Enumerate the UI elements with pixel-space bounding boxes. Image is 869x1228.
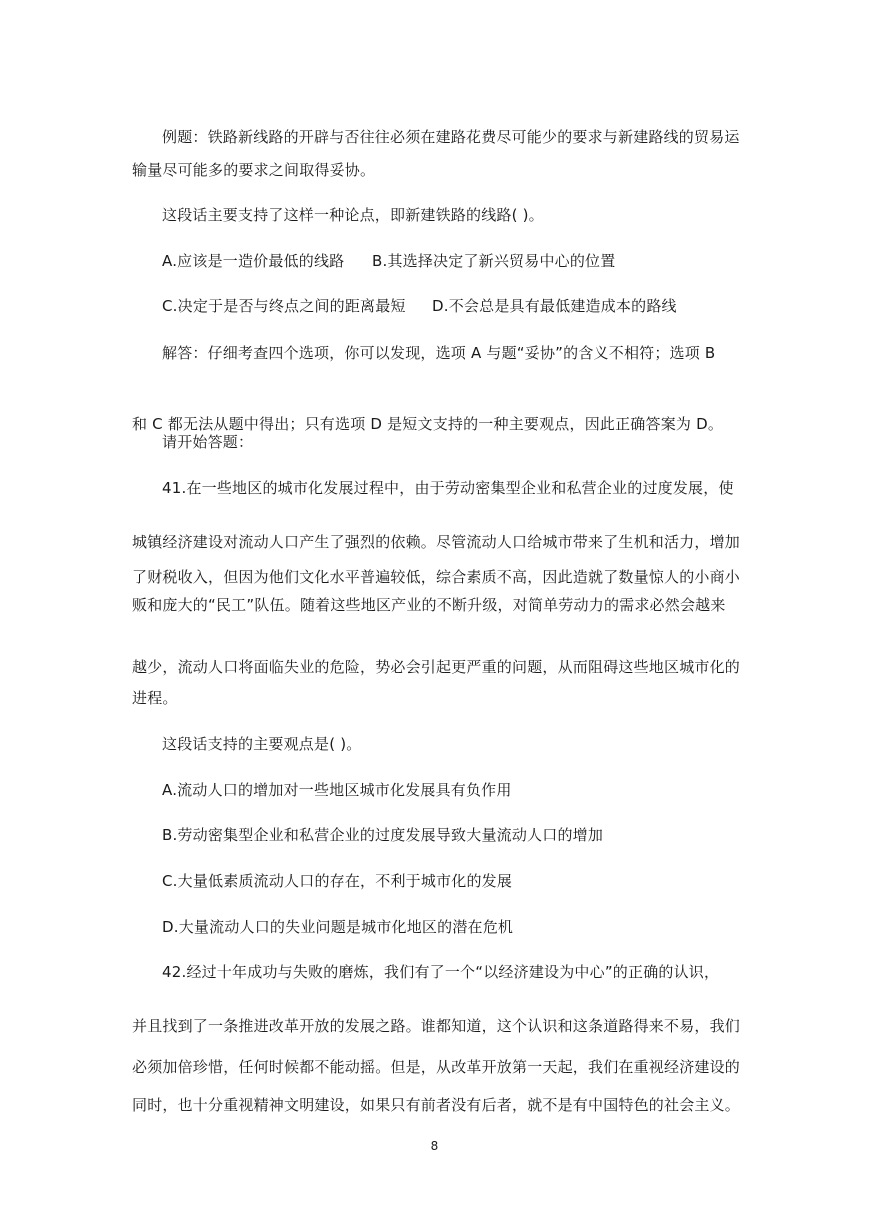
example-option-b: B.其选择决定了新兴贸易中心的位置	[372, 252, 616, 270]
q41-passage-line: 41.在一些地区的城市化发展过程中，由于劳动密集型企业和私营企业的过度发展，使	[162, 479, 734, 497]
q41-option-c: C.大量低素质流动人口的存在，不利于城市化的发展	[162, 872, 513, 890]
example-answer-line: 解答：仔细考查四个选项，你可以发现，选项 A 与题“妥协”的含义不相符；选项 B	[162, 344, 716, 362]
q41-option-b: B.劳动密集型企业和私营企业的过度发展导致大量流动人口的增加	[162, 826, 604, 844]
q42-passage-line: 必须加倍珍惜，任何时候都不能动摇。但是，从改革开放第一天起，我们在重视经济建设的	[132, 1058, 741, 1076]
q41-passage-line: 城镇经济建设对流动人口产生了强烈的依赖。尽管流动人口给城市带来了生机和活力，增加	[132, 533, 741, 551]
q41-passage-line: 进程。	[132, 689, 178, 707]
q41-passage-line: 贩和庞大的“民工”队伍。随着这些地区产业的不断升级，对简单劳动力的需求必然会越来	[132, 596, 726, 614]
q42-passage-line: 并且找到了一条推进改革开放的发展之路。谁都知道，这个认识和这条道路得来不易，我们	[132, 1017, 741, 1035]
example-option-a: A.应该是一造价最低的线路	[162, 252, 345, 270]
example-passage-line: 例题：铁路新线路的开辟与否往往必须在建路花费尽可能少的要求与新建路线的贸易运	[162, 128, 740, 146]
example-question: 这段话主要支持了这样一种论点，即新建铁路的线路( )。	[162, 206, 544, 224]
example-option-c: C.决定于是否与终点之间的距离最短	[162, 297, 406, 315]
example-passage-line: 输量尽可能多的要求之间取得妥协。	[132, 161, 376, 179]
q42-passage-line: 同时，也十分重视精神文明建设，如果只有前者没有后者，就不是有中国特色的社会主义。	[132, 1096, 741, 1114]
q41-option-a: A.流动人口的增加对一些地区城市化发展具有负作用	[162, 781, 512, 799]
q41-option-d: D.大量流动人口的失业问题是城市化地区的潜在危机	[162, 918, 514, 936]
q41-passage-line: 了财税收入，但因为他们文化水平普遍较低，综合素质不高，因此造就了数量惊人的小商小	[132, 568, 741, 586]
q42-passage-line: 42.经过十年成功与失败的磨炼，我们有了一个“以经济建设为中心”的正确的认识，	[162, 963, 720, 981]
example-option-d: D.不会总是具有最低建造成本的路线	[432, 297, 677, 315]
example-answer-line: 和 C 都无法从题中得出；只有选项 D 是短文支持的一种主要观点，因此正确答案为 D。	[132, 415, 724, 433]
instruction-text: 请开始答题：	[162, 433, 254, 451]
q41-passage-line: 越少，流动人口将面临失业的危险，势必会引起更严重的问题，从而阻碍这些地区城市化的	[132, 658, 741, 676]
page-number: 8	[430, 1139, 439, 1153]
q41-question: 这段话支持的主要观点是( )。	[162, 735, 362, 753]
